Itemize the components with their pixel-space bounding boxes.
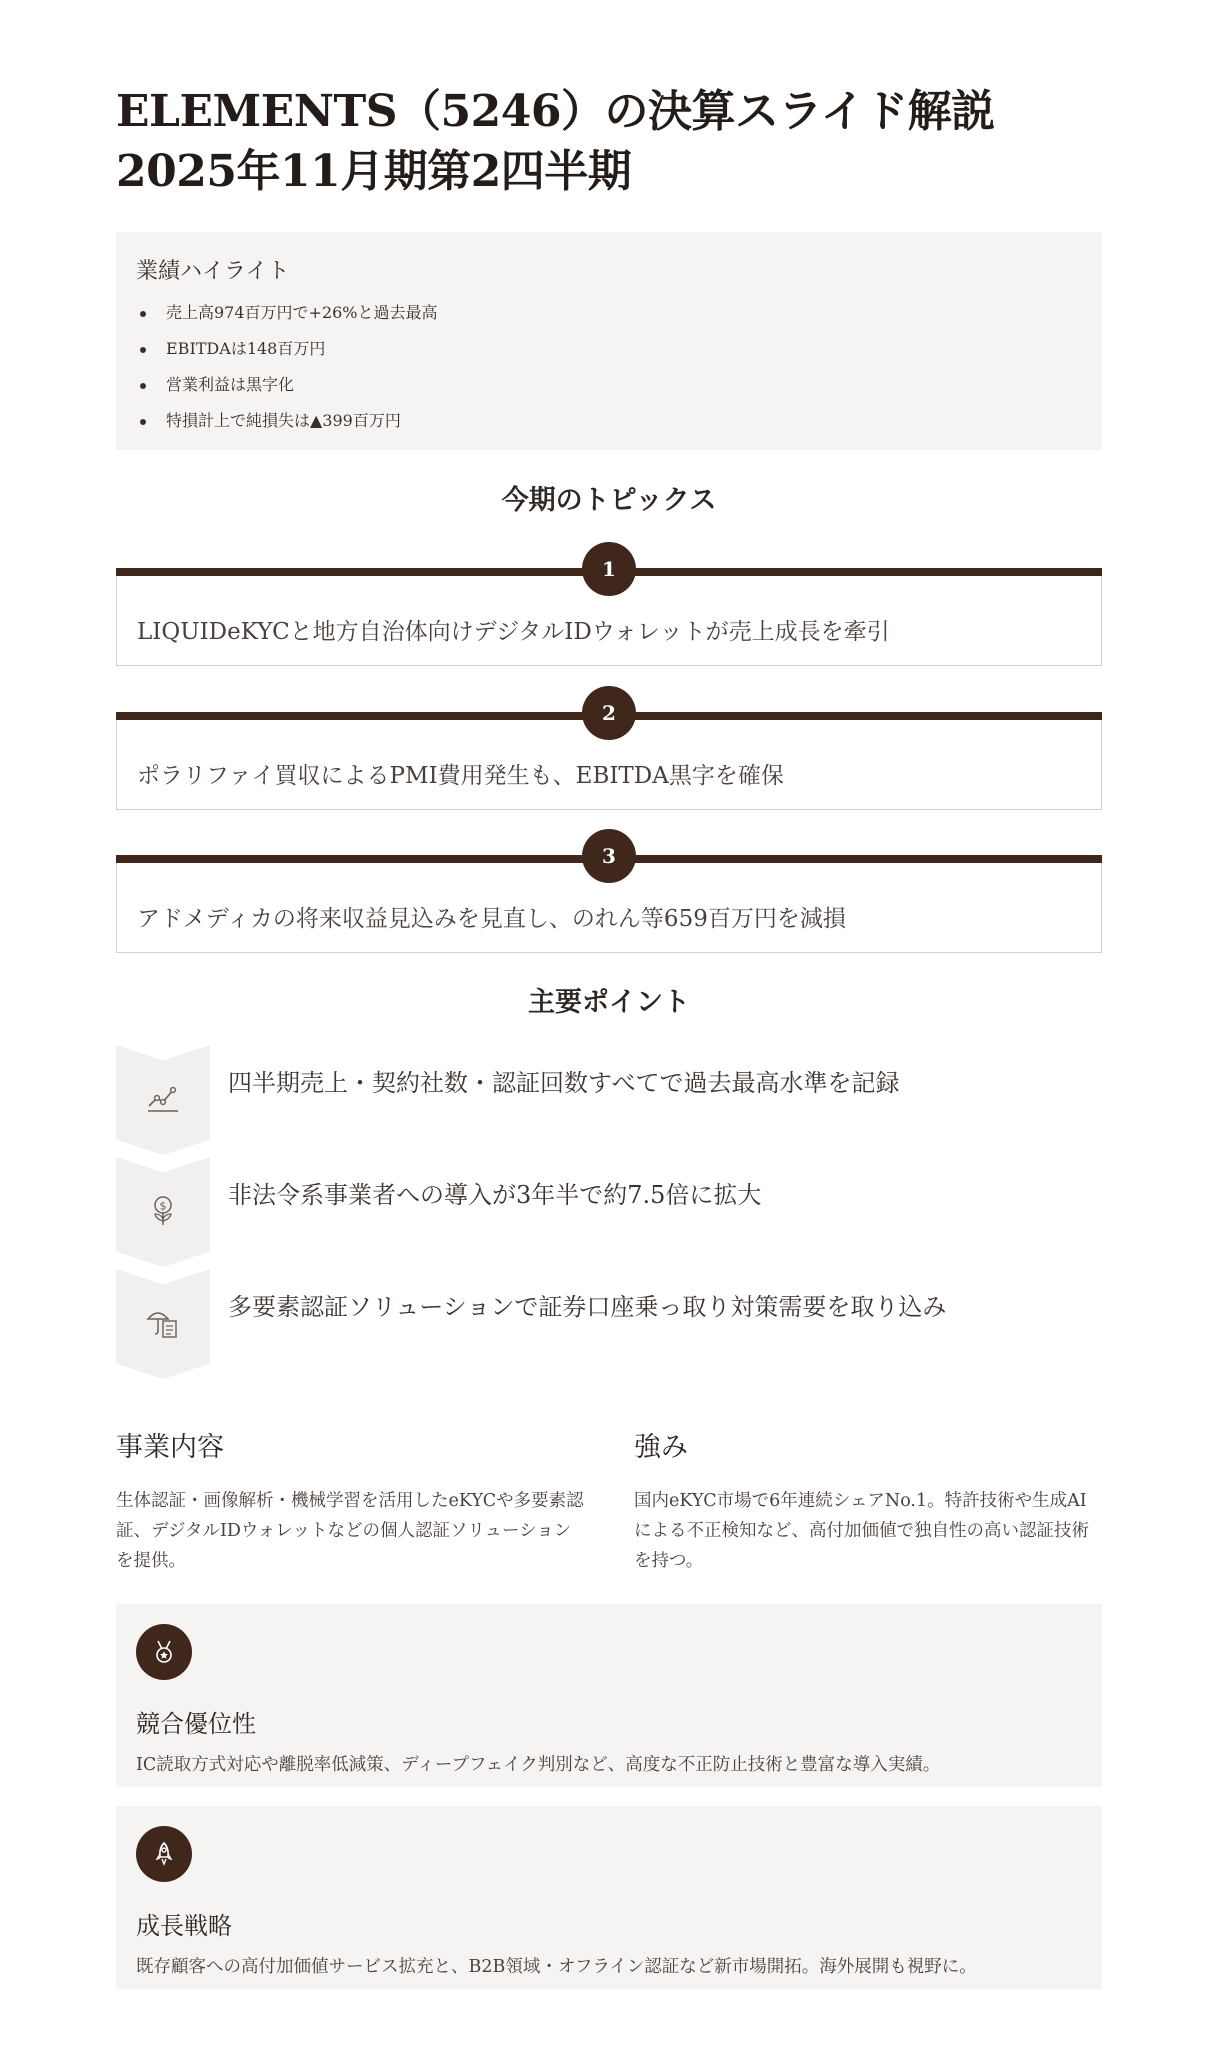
- topic-card-1: [116, 557, 1102, 666]
- topic-text: ポラリファイ買収によるPMI費用発生も、EBITDA黒字を確保: [137, 763, 784, 789]
- topic-number-badge: 1: [582, 542, 636, 596]
- key-point-3: [116, 1269, 1102, 1379]
- title-line-2: 2025年11月期第2四半期: [116, 146, 632, 197]
- svg-text:$: $: [159, 1199, 167, 1213]
- strength-text: 国内eKYC市場で6年連続シェアNo.1。特許技術や生成AIによる不正検知など、高付加価値で独自性の高い認証技術を持つ。: [634, 1491, 1089, 1571]
- topic-text: LIQUIDeKYCと地方自治体向けデジタルIDウォレットが売上成長を牽引: [137, 619, 890, 645]
- trend-chart-icon: [145, 1080, 181, 1116]
- topics-heading: 今期のトピックス: [501, 485, 717, 516]
- highlight-item: EBITDAは148百万円: [136, 331, 1082, 367]
- highlight-item: 特損計上で純損失は▲399百万円: [136, 403, 1082, 439]
- topic-card-2: [116, 701, 1102, 810]
- key-point-text: 多要素認証ソリューションで証券口座乗っ取り対策需要を取り込み: [228, 1293, 947, 1321]
- key-point-2: [116, 1157, 1102, 1267]
- strategy-text: 既存顧客への高付加価値サービス拡充と、B2B領域・オフライン認証など新市場開拓。海外展開も視野に。: [136, 1957, 977, 1977]
- advantage-heading: 競合優位性: [136, 1710, 256, 1738]
- topic-number-badge: 3: [582, 829, 636, 883]
- umbrella-document-icon: [145, 1304, 181, 1340]
- business-text: 生体認証・画像解析・機械学習を活用したeKYCや多要素認証、デジタルIDウォレットなどの個人認証ソリューションを提供。: [116, 1491, 584, 1571]
- key-points-heading: 主要ポイント: [528, 987, 690, 1018]
- page-title: [116, 82, 1102, 202]
- money-growth-icon: [145, 1192, 181, 1228]
- highlights-panel: [116, 232, 1102, 450]
- topic-number-badge: 2: [582, 686, 636, 740]
- business-heading: 事業内容: [116, 1432, 224, 1463]
- business-column: [116, 1425, 586, 1576]
- key-point-text: 四半期売上・契約社数・認証回数すべてで過去最高水準を記録: [228, 1069, 900, 1097]
- highlight-item: 営業利益は黒字化: [136, 367, 1082, 403]
- strategy-heading: 成長戦略: [136, 1912, 232, 1940]
- key-point-text: 非法令系事業者への導入が3年半で約7.5倍に拡大: [228, 1181, 762, 1209]
- strength-heading: 強み: [634, 1432, 688, 1463]
- highlights-list: [136, 295, 1082, 439]
- strength-column: [634, 1425, 1104, 1576]
- topic-text: アドメディカの将来収益見込みを見直し、のれん等659百万円を減損: [137, 906, 846, 932]
- title-line-1: ELEMENTS（5246）の決算スライド解説: [116, 86, 995, 137]
- advantage-text: IC読取方式対応や離脱率低減策、ディープフェイク判別など、高度な不正防止技術と豊富な導入実績。: [136, 1755, 941, 1775]
- medal-icon: [136, 1624, 192, 1680]
- topic-card-3: [116, 844, 1102, 953]
- highlights-heading: 業績ハイライト: [136, 259, 290, 284]
- rocket-icon: [136, 1826, 192, 1882]
- advantage-card: [116, 1604, 1102, 1787]
- key-point-1: [116, 1045, 1102, 1155]
- highlight-item: 売上高974百万円で+26%と過去最高: [136, 295, 1082, 331]
- strategy-card: [116, 1806, 1102, 1989]
